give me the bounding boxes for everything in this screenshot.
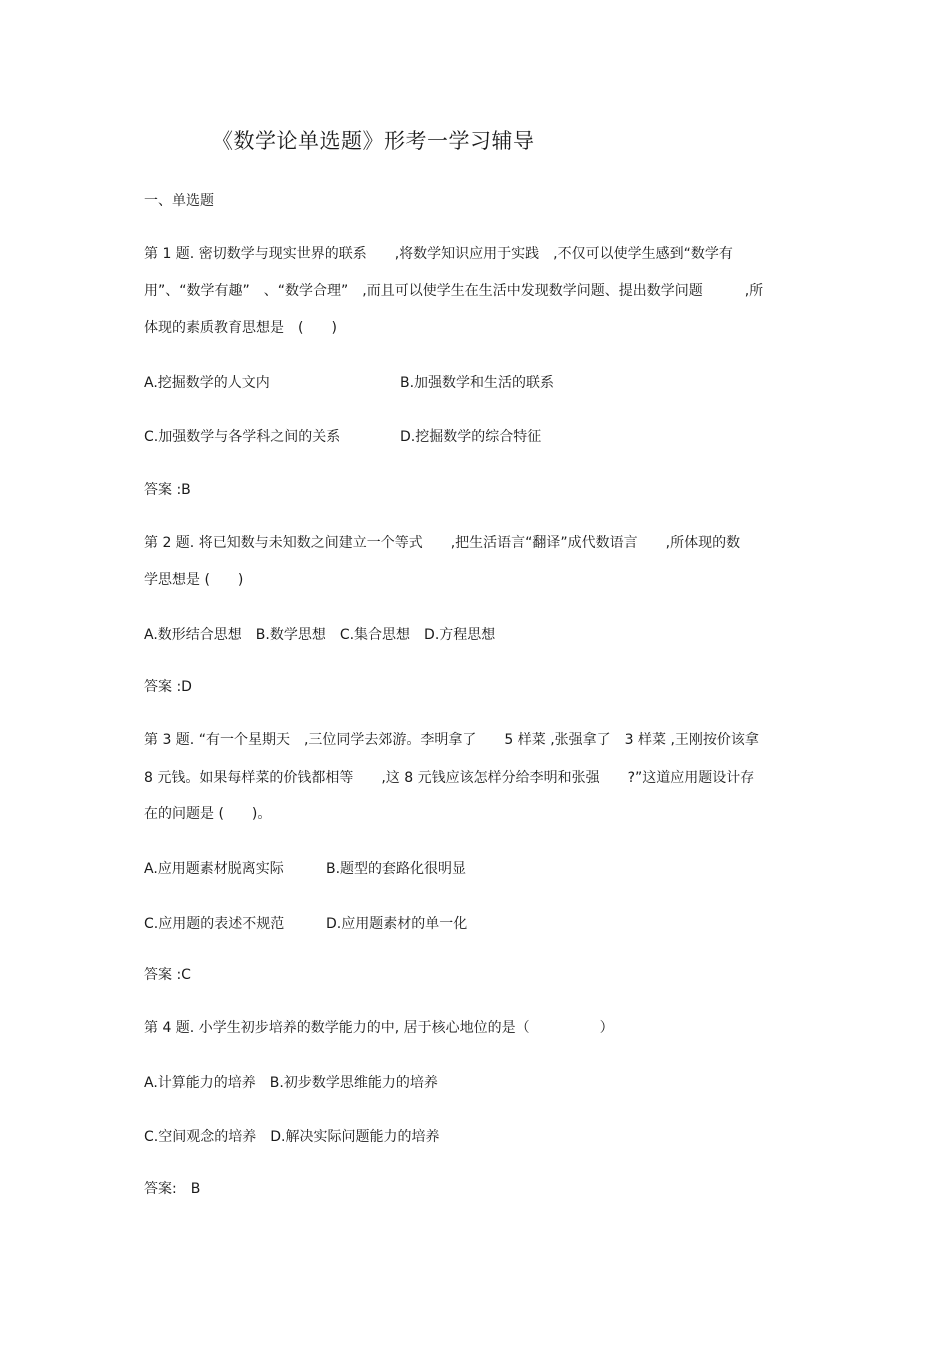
question-1-line-1: 第 1 题. 密切数学与现实世界的联系 ,将数学知识应用于实践 ,不仅可以使学生感到“数学有 — [144, 246, 733, 262]
document-title: 《数学论单选题》形考一学习辅导 — [212, 129, 535, 153]
question-2-options: A.数形结合思想 B.数学思想 C.集合思想 D.方程思想 — [144, 627, 496, 643]
question-1-option-a: A.挖掘数学的人文内 — [144, 375, 270, 391]
question-2-line-2: 学思想是 ( ) — [144, 572, 244, 588]
question-3-line-2: 8 元钱。如果每样菜的价钱都相等 ,这 8 元钱应该怎样分给李明和张强 ?”这道应用题设计存 — [144, 770, 755, 786]
question-3-option-c: C.应用题的表述不规范 — [144, 916, 285, 932]
question-3-line-3: 在的问题是 ( )。 — [144, 806, 272, 822]
question-2-line-1: 第 2 题. 将已知数与未知数之间建立一个等式 ,把生活语言“翻译”成代数语言 ,所体现的数 — [144, 535, 741, 551]
section-heading: 一、单选题 — [144, 193, 214, 209]
question-1-option-c: C.加强数学与各学科之间的关系 — [144, 429, 341, 445]
question-3-line-1: 第 3 题. “有一个星期天 ,三位同学去郊游。李明拿了 5 样菜 ,张强拿了 3 样菜 ,王刚按价该拿 — [144, 732, 759, 748]
question-2-answer: 答案 :D — [144, 679, 192, 695]
question-1-line-2: 用”、“数学有趣” 、“数学合理” ,而且可以使学生在生活中发现数学问题、提出数学问题 ,所 — [144, 283, 764, 299]
question-3-option-b: B.题型的套路化很明显 — [326, 861, 467, 877]
question-4-answer: 答案: B — [144, 1181, 201, 1197]
question-4-options-row-2: C.空间观念的培养 D.解决实际问题能力的培养 — [144, 1129, 440, 1145]
question-3-option-a: A.应用题素材脱离实际 — [144, 861, 284, 877]
question-4-options-row-1: A.计算能力的培养 B.初步数学思维能力的培养 — [144, 1075, 438, 1091]
question-3-answer: 答案 :C — [144, 967, 191, 983]
question-1-answer: 答案 :B — [144, 482, 191, 498]
question-1-line-3: 体现的素质教育思想是 ( ) — [144, 320, 337, 336]
question-1-option-b: B.加强数学和生活的联系 — [400, 375, 555, 391]
question-4-line-1: 第 4 题. 小学生初步培养的数学能力的中, 居于核心地位的是（ ） — [144, 1020, 614, 1036]
question-3-option-d: D.应用题素材的单一化 — [326, 916, 468, 932]
question-1-option-d: D.挖掘数学的综合特征 — [400, 429, 542, 445]
